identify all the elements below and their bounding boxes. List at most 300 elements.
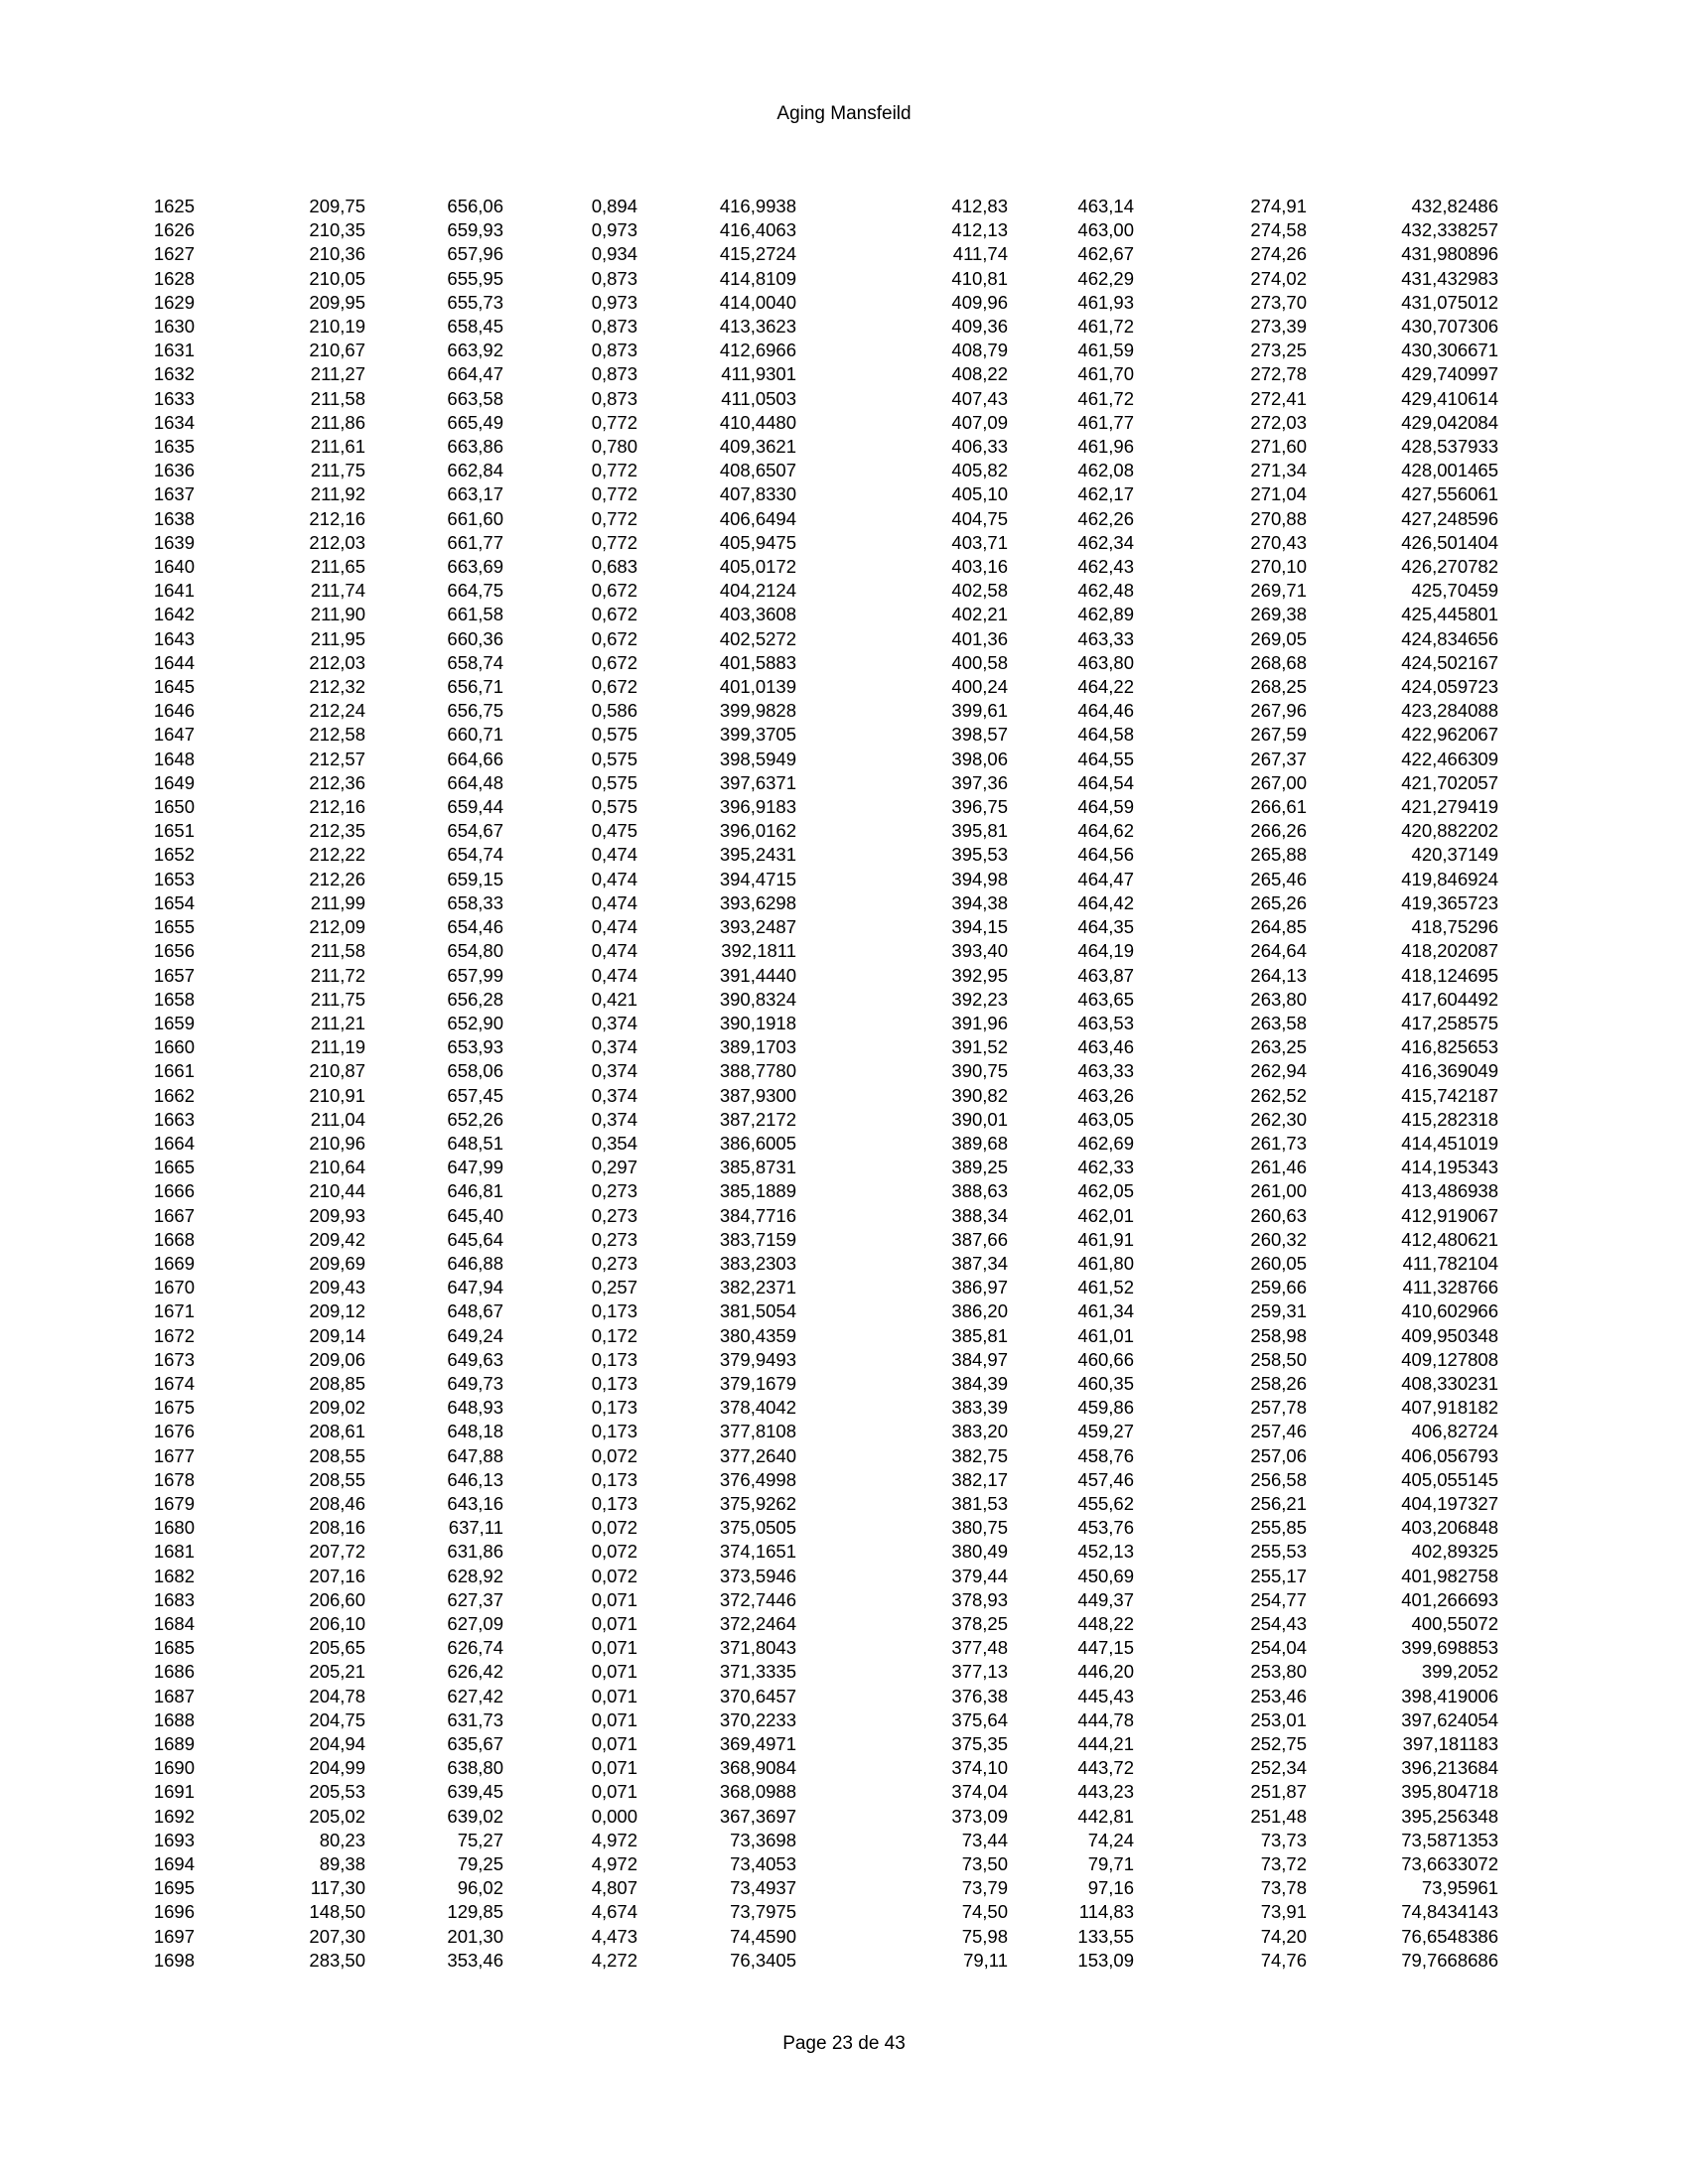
table-cell: 388,34 <box>951 1204 1008 1226</box>
table-spacer <box>1498 1348 1688 1372</box>
table-cell: 206,10 <box>309 1612 365 1634</box>
table-cell: 394,4715 <box>719 868 796 889</box>
table-cell: 462,69 <box>1077 1132 1134 1154</box>
table-spacer <box>1498 459 1688 482</box>
table-row <box>0 915 1688 939</box>
table-spacer <box>1498 1179 1688 1203</box>
table-cell: 654,67 <box>447 820 503 842</box>
table-cell: 0,072 <box>591 1444 637 1466</box>
table-cell: 74,20 <box>1260 1925 1307 1947</box>
table-row <box>0 1372 1688 1396</box>
table-cell: 649,73 <box>447 1372 503 1394</box>
table-row <box>0 699 1688 723</box>
table-cell: 204,94 <box>309 1733 365 1754</box>
table-cell: 661,58 <box>447 604 503 625</box>
table-cell: 212,36 <box>309 771 365 793</box>
table-row <box>0 291 1688 315</box>
table-cell: 411,9301 <box>721 363 796 385</box>
table-row <box>0 1565 1688 1588</box>
table-cell: 258,98 <box>1250 1324 1307 1346</box>
table-cell: 264,85 <box>1250 916 1307 938</box>
table-cell: 0,173 <box>591 1421 637 1442</box>
table-cell: 271,34 <box>1250 460 1307 481</box>
table-cell: 1648 <box>153 748 195 769</box>
table-spacer <box>1498 411 1688 435</box>
table-cell: 79,25 <box>457 1853 503 1875</box>
table-cell: 655,73 <box>447 291 503 313</box>
table-cell: 211,86 <box>310 411 365 433</box>
table-cell: 0,172 <box>591 1324 637 1346</box>
table-row <box>0 1084 1688 1108</box>
table-spacer <box>1498 723 1688 747</box>
table-cell: 410,4480 <box>719 411 796 433</box>
table-cell: 375,0505 <box>719 1517 796 1539</box>
table-spacer <box>1498 1396 1688 1420</box>
table-cell: 0,575 <box>591 748 637 769</box>
table-cell: 396,9183 <box>719 796 796 818</box>
table-cell: 201,30 <box>447 1925 503 1947</box>
table-cell: 0,873 <box>591 363 637 385</box>
table-cell: 398,57 <box>951 724 1008 746</box>
table-cell: 449,37 <box>1077 1588 1134 1610</box>
table-cell: 1662 <box>153 1084 195 1106</box>
table-cell: 1665 <box>153 1157 195 1178</box>
table-row <box>0 819 1688 843</box>
table-cell: 370,6457 <box>719 1685 796 1706</box>
table-cell: 1698 <box>153 1949 195 1971</box>
table-spacer <box>1498 1852 1688 1876</box>
table-cell: 387,2172 <box>719 1108 796 1130</box>
table-cell: 383,39 <box>951 1397 1008 1419</box>
table-cell: 408,6507 <box>719 460 796 481</box>
table-cell: 463,14 <box>1077 196 1134 216</box>
table-cell: 205,21 <box>309 1661 365 1683</box>
table-cell: 390,8324 <box>719 988 796 1010</box>
table-cell: 252,34 <box>1250 1757 1307 1779</box>
table-cell: 212,16 <box>309 507 365 529</box>
table-cell: 271,60 <box>1250 436 1307 458</box>
table-cell: 458,76 <box>1077 1444 1134 1466</box>
table-cell: 73,3698 <box>730 1829 796 1850</box>
table-cell: 210,91 <box>309 1084 365 1106</box>
table-spacer <box>1498 1156 1688 1179</box>
table-cell: 0,934 <box>591 243 637 265</box>
table-cell: 257,46 <box>1250 1421 1307 1442</box>
table-cell: 387,9300 <box>719 1084 796 1106</box>
table-row <box>0 1876 1688 1900</box>
table-cell: 384,39 <box>951 1372 1008 1394</box>
table-row <box>0 723 1688 747</box>
table-cell: 385,1889 <box>719 1180 796 1202</box>
table-cell: 0,173 <box>591 1397 637 1419</box>
table-cell: 401,5883 <box>719 651 796 673</box>
table-cell: 627,42 <box>447 1685 503 1706</box>
table-cell: 395,81 <box>951 820 1008 842</box>
table-cell: 381,53 <box>951 1492 1008 1514</box>
table-spacer <box>1498 771 1688 795</box>
table-cell: 663,92 <box>447 340 503 361</box>
table-cell: 462,48 <box>1077 580 1134 602</box>
table-cell: 656,71 <box>447 676 503 698</box>
table-cell: 379,1679 <box>719 1372 796 1394</box>
table-cell: 412,13 <box>951 219 1008 241</box>
table-cell: 262,30 <box>1250 1108 1307 1130</box>
table-cell: 461,96 <box>1077 436 1134 458</box>
table-cell: 652,90 <box>447 1012 503 1033</box>
table-cell: 0,072 <box>591 1565 637 1586</box>
table-cell: 1632 <box>153 363 195 385</box>
table-cell: 251,48 <box>1250 1805 1307 1827</box>
table-cell: 1686 <box>153 1661 195 1683</box>
table-cell: 0,780 <box>591 436 637 458</box>
table-cell: 0,071 <box>591 1637 637 1659</box>
table-cell: 412,919067 <box>1401 1204 1498 1226</box>
table-cell: 431,980896 <box>1401 243 1498 265</box>
table-cell: 1640 <box>153 556 195 578</box>
table-row <box>0 362 1688 386</box>
table-row <box>0 315 1688 339</box>
table-row <box>0 195 1688 218</box>
table-cell: 464,58 <box>1077 724 1134 746</box>
table-cell: 1692 <box>153 1805 195 1827</box>
table-cell: 409,36 <box>951 316 1008 338</box>
table-cell: 463,65 <box>1077 988 1134 1010</box>
table-cell: 378,4042 <box>719 1397 796 1419</box>
table-spacer <box>1498 964 1688 988</box>
table-cell: 464,42 <box>1077 891 1134 913</box>
table-cell: 1670 <box>153 1277 195 1298</box>
table-cell: 205,65 <box>309 1637 365 1659</box>
table-cell: 380,49 <box>951 1541 1008 1563</box>
table-cell: 411,782104 <box>1402 1252 1498 1274</box>
table-row <box>0 267 1688 291</box>
table-cell: 271,04 <box>1250 483 1307 505</box>
table-cell: 210,05 <box>309 267 365 289</box>
table-cell: 374,1651 <box>719 1541 796 1563</box>
table-cell: 209,02 <box>309 1397 365 1419</box>
table-row <box>0 482 1688 506</box>
table-cell: 384,7716 <box>719 1204 796 1226</box>
table-cell: 0,173 <box>591 1468 637 1490</box>
table-cell: 1694 <box>153 1853 195 1875</box>
table-cell: 204,99 <box>309 1757 365 1779</box>
table-cell: 0,273 <box>591 1180 637 1202</box>
table-row <box>0 1276 1688 1299</box>
table-spacer <box>1498 988 1688 1012</box>
table-cell: 424,059723 <box>1401 676 1498 698</box>
table-row <box>0 795 1688 819</box>
table-cell: 424,834656 <box>1401 627 1498 649</box>
table-spacer <box>1498 1780 1688 1804</box>
table-cell: 1646 <box>153 700 195 722</box>
table-cell: 654,80 <box>447 940 503 962</box>
table-cell: 375,35 <box>951 1733 1008 1754</box>
table-cell: 639,45 <box>447 1781 503 1803</box>
table-row <box>0 1660 1688 1684</box>
table-cell: 0,071 <box>591 1708 637 1730</box>
table-cell: 261,73 <box>1250 1132 1307 1154</box>
table-cell: 399,2052 <box>1421 1661 1498 1683</box>
table-cell: 382,17 <box>951 1468 1008 1490</box>
table-cell: 212,16 <box>309 796 365 818</box>
table-cell: 210,44 <box>309 1180 365 1202</box>
table-cell: 395,53 <box>951 844 1008 866</box>
table-cell: 395,2431 <box>719 844 796 866</box>
table-cell: 421,702057 <box>1401 771 1498 793</box>
table-cell: 428,001465 <box>1401 460 1498 481</box>
table-cell: 255,85 <box>1250 1517 1307 1539</box>
table-cell: 460,66 <box>1077 1348 1134 1370</box>
table-cell: 252,75 <box>1250 1733 1307 1754</box>
table-cell: 1669 <box>153 1252 195 1274</box>
table-cell: 626,74 <box>447 1637 503 1659</box>
table-cell: 79,7668686 <box>1401 1949 1498 1971</box>
table-cell: 386,97 <box>951 1277 1008 1298</box>
table-cell: 409,3621 <box>719 436 796 458</box>
table-cell: 0,772 <box>591 507 637 529</box>
table-cell: 403,71 <box>951 531 1008 553</box>
table-cell: 462,29 <box>1077 267 1134 289</box>
table-cell: 402,89325 <box>1411 1541 1498 1563</box>
table-row <box>0 675 1688 699</box>
table-cell: 1655 <box>153 916 195 938</box>
table-cell: 461,93 <box>1077 291 1134 313</box>
table-cell: 211,75 <box>310 460 365 481</box>
table-cell: 212,24 <box>309 700 365 722</box>
table-row <box>0 1252 1688 1276</box>
table-cell: 0,071 <box>591 1757 637 1779</box>
table-row <box>0 1492 1688 1516</box>
table-cell: 0,683 <box>591 556 637 578</box>
table-cell: 261,46 <box>1250 1157 1307 1178</box>
table-cell: 397,181183 <box>1402 1733 1498 1754</box>
table-cell: 407,43 <box>951 387 1008 409</box>
table-cell: 443,23 <box>1077 1781 1134 1803</box>
table-cell: 464,19 <box>1077 940 1134 962</box>
table-cell: 378,25 <box>951 1612 1008 1634</box>
table-cell: 419,365723 <box>1401 891 1498 913</box>
table-cell: 370,2233 <box>719 1708 796 1730</box>
table-row <box>0 1468 1688 1492</box>
table-cell: 1664 <box>153 1132 195 1154</box>
table-cell: 210,96 <box>309 1132 365 1154</box>
table-cell: 407,09 <box>951 411 1008 433</box>
table-cell: 444,21 <box>1077 1733 1134 1754</box>
table-cell: 402,58 <box>951 580 1008 602</box>
table-cell: 394,15 <box>951 916 1008 938</box>
table-row <box>0 1900 1688 1924</box>
table-cell: 208,61 <box>309 1421 365 1442</box>
table-cell: 368,9084 <box>719 1757 796 1779</box>
table-cell: 73,78 <box>1260 1877 1307 1899</box>
table-cell: 664,66 <box>447 748 503 769</box>
table-cell: 212,22 <box>309 844 365 866</box>
table-cell: 1631 <box>153 340 195 361</box>
table-cell: 464,54 <box>1077 771 1134 793</box>
table-cell: 4,807 <box>591 1877 637 1899</box>
table-cell: 664,47 <box>447 363 503 385</box>
table-spacer <box>1498 507 1688 531</box>
table-cell: 74,50 <box>961 1901 1008 1923</box>
table-cell: 256,58 <box>1250 1468 1307 1490</box>
table-cell: 405,82 <box>951 460 1008 481</box>
table-cell: 637,11 <box>448 1517 503 1539</box>
table-cell: 658,74 <box>447 651 503 673</box>
table-cell: 269,05 <box>1250 627 1307 649</box>
table-cell: 390,82 <box>951 1084 1008 1106</box>
table-cell: 400,24 <box>951 676 1008 698</box>
table-cell: 76,6548386 <box>1401 1925 1498 1947</box>
table-row <box>0 939 1688 963</box>
table-spacer <box>1498 195 1688 218</box>
table-cell: 89,38 <box>319 1853 365 1875</box>
table-cell: 274,58 <box>1250 219 1307 241</box>
table-cell: 461,70 <box>1077 363 1134 385</box>
table-cell: 0,973 <box>591 291 637 313</box>
table-cell: 461,91 <box>1077 1228 1134 1250</box>
table-cell: 73,5871353 <box>1401 1829 1498 1850</box>
table-row <box>0 603 1688 626</box>
table-spacer <box>1498 819 1688 843</box>
table-cell: 1627 <box>153 243 195 265</box>
table-cell: 209,42 <box>309 1228 365 1250</box>
table-cell: 663,86 <box>447 436 503 458</box>
table-cell: 267,96 <box>1250 700 1307 722</box>
table-cell: 403,206848 <box>1401 1517 1498 1539</box>
table-cell: 404,2124 <box>719 580 796 602</box>
table-cell: 263,80 <box>1250 988 1307 1010</box>
table-cell: 425,70459 <box>1411 580 1498 602</box>
table-row <box>0 459 1688 482</box>
table-cell: 210,64 <box>309 1157 365 1178</box>
table-cell: 1644 <box>153 651 195 673</box>
table-cell: 210,35 <box>309 219 365 241</box>
table-cell: 1683 <box>153 1588 195 1610</box>
table-cell: 204,78 <box>309 1685 365 1706</box>
table-cell: 209,06 <box>309 1348 365 1370</box>
table-cell: 4,272 <box>591 1949 637 1971</box>
table-cell: 425,445801 <box>1401 604 1498 625</box>
table-row <box>0 1228 1688 1252</box>
table-cell: 659,93 <box>447 219 503 241</box>
table-cell: 401,266693 <box>1401 1588 1498 1610</box>
table-spacer <box>1498 1588 1688 1612</box>
table-cell: 0,374 <box>591 1036 637 1058</box>
table-cell: 270,10 <box>1250 556 1307 578</box>
table-cell: 4,972 <box>591 1829 637 1850</box>
table-cell: 452,13 <box>1077 1541 1134 1563</box>
table-cell: 656,06 <box>447 196 503 216</box>
table-cell: 206,60 <box>309 1588 365 1610</box>
table-cell: 204,75 <box>309 1708 365 1730</box>
table-spacer <box>1498 1876 1688 1900</box>
table-cell: 649,63 <box>447 1348 503 1370</box>
table-cell: 664,75 <box>447 580 503 602</box>
table-cell: 270,43 <box>1250 531 1307 553</box>
table-cell: 1650 <box>153 796 195 818</box>
table-cell: 407,918182 <box>1401 1397 1498 1419</box>
table-cell: 73,73 <box>1260 1829 1307 1850</box>
table-row <box>0 1612 1688 1636</box>
table-cell: 1676 <box>153 1421 195 1442</box>
table-cell: 422,466309 <box>1401 748 1498 769</box>
table-cell: 210,19 <box>309 316 365 338</box>
table-cell: 645,40 <box>447 1204 503 1226</box>
table-cell: 212,03 <box>309 531 365 553</box>
table-cell: 0,273 <box>591 1228 637 1250</box>
table-cell: 0,973 <box>591 219 637 241</box>
table-cell: 212,03 <box>309 651 365 673</box>
table-cell: 391,52 <box>951 1036 1008 1058</box>
table-cell: 464,22 <box>1077 676 1134 698</box>
table-cell: 209,14 <box>309 1324 365 1346</box>
table-spacer <box>1498 651 1688 675</box>
table-cell: 381,5054 <box>719 1300 796 1322</box>
table-cell: 411,328766 <box>1402 1277 1498 1298</box>
table-cell: 4,473 <box>591 1925 637 1947</box>
table-cell: 0,421 <box>591 988 637 1010</box>
table-cell: 461,77 <box>1077 411 1134 433</box>
table-cell: 4,674 <box>591 1901 637 1923</box>
table-row <box>0 1949 1688 1973</box>
table-cell: 0,672 <box>591 580 637 602</box>
table-row <box>0 1540 1688 1564</box>
table-cell: 406,82724 <box>1411 1421 1498 1442</box>
table-cell: 0,273 <box>591 1252 637 1274</box>
table-cell: 411,74 <box>952 243 1008 265</box>
table-cell: 661,77 <box>447 531 503 553</box>
table-cell: 254,77 <box>1250 1588 1307 1610</box>
table-row <box>0 1516 1688 1540</box>
table-cell: 657,96 <box>447 243 503 265</box>
table-cell: 76,3405 <box>730 1949 796 1971</box>
table-cell: 463,05 <box>1077 1108 1134 1130</box>
table-cell: 447,15 <box>1077 1637 1134 1659</box>
table-cell: 1635 <box>153 436 195 458</box>
table-cell: 1637 <box>153 483 195 505</box>
table-cell: 79,71 <box>1087 1853 1134 1875</box>
table-cell: 461,01 <box>1077 1324 1134 1346</box>
table-cell: 659,15 <box>447 868 503 889</box>
table-cell: 461,59 <box>1077 340 1134 361</box>
table-cell: 1626 <box>153 219 195 241</box>
table-cell: 273,25 <box>1250 340 1307 361</box>
table-body <box>0 195 1688 1973</box>
table-cell: 646,13 <box>447 1468 503 1490</box>
table-cell: 1636 <box>153 460 195 481</box>
table-cell: 0,000 <box>591 1805 637 1827</box>
table-cell: 420,882202 <box>1401 820 1498 842</box>
table-cell: 73,50 <box>961 1853 1008 1875</box>
table-cell: 0,257 <box>591 1277 637 1298</box>
table-cell: 207,16 <box>309 1565 365 1586</box>
table-cell: 274,91 <box>1250 196 1307 216</box>
table-spacer <box>1498 1468 1688 1492</box>
table-cell: 1643 <box>153 627 195 649</box>
table-cell: 1633 <box>153 387 195 409</box>
table-cell: 209,12 <box>309 1300 365 1322</box>
table-cell: 416,369049 <box>1401 1060 1498 1082</box>
table-cell: 0,575 <box>591 796 637 818</box>
table-row <box>0 1204 1688 1228</box>
table-cell: 380,75 <box>951 1517 1008 1539</box>
table-cell: 414,195343 <box>1401 1157 1498 1178</box>
table-cell: 445,43 <box>1077 1685 1134 1706</box>
table-cell: 383,7159 <box>719 1228 796 1250</box>
table-cell: 261,00 <box>1250 1180 1307 1202</box>
table-cell: 409,950348 <box>1401 1324 1498 1346</box>
table-cell: 424,502167 <box>1401 651 1498 673</box>
